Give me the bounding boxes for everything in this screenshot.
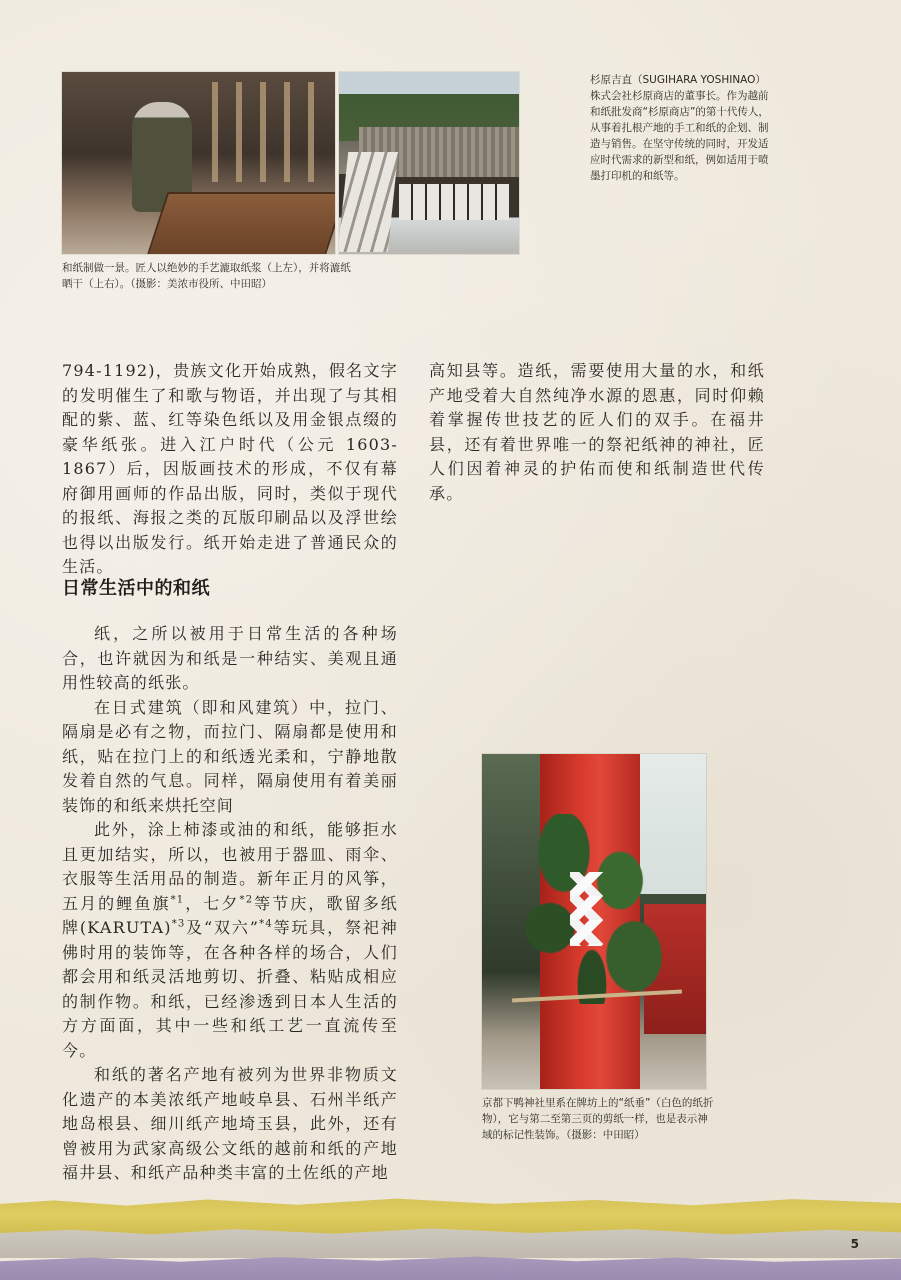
photo-caption-shrine: 京都下鸭神社里系在牌坊上的“纸垂”（白色的纸折物），它与第二至第三页的剪纸一样，也是表示神域的标记性装饰。（摄影：中田昭） — [482, 1097, 714, 1141]
thatched-house-photo — [339, 72, 519, 254]
paragraph-1: 纸，之所以被用于日常生活的各种场合，也许就因为和纸是一种结实、美观且通用性较高的纸张。 — [62, 624, 398, 692]
photo-caption-top: 和纸制做一景。匠人以绝妙的手艺漉取纸浆（上左），并将漉纸晒干（上右）。（摄影：美浓市役所、中田昭） — [62, 262, 351, 290]
drying-rack — [212, 82, 332, 182]
footnote-ref-3: *3 — [171, 918, 186, 930]
section-title: 日常生活中的和纸 — [62, 578, 210, 599]
para3-text-d: 及“双六” — [185, 918, 260, 937]
page-number: 5 — [850, 1237, 859, 1251]
author-name: 杉原吉直（SUGIHARA YOSHINAO） — [590, 74, 766, 86]
paragraph-3 — [62, 818, 398, 1063]
body-text-right-top: 高知县等。造纸，需要使用大量的水，和纸产地受着大自然纯净水源的恩惠，同时仰赖着掌握传世技艺的匠人们的双手。在福井县，还有着世界唯一的祭祀纸神的神社，匠人们因着神灵的护佑而使和纸制造世代传承。 — [429, 361, 765, 503]
para3-text-a: 此外，涂上柿漆或油的和纸，能够拒水且更加结实，所以，也被用于器皿、雨伞、衣服等生活用品的制造。新年正月的风筝，五月的鲤鱼旗 — [62, 820, 398, 913]
body-text-left-bottom — [62, 622, 398, 1186]
paragraph-4: 和纸的著名产地有被列为世界非物质文化遗产的本美浓纸产地岐阜县、石州半纸产地岛根县、细川纸产地埼玉县，此外，还有曾被用为武家高级公文纸的越前和纸的产地福井县、和纸产品种类丰富的土佐纸的产地 — [62, 1065, 398, 1182]
drying-boards — [339, 152, 398, 252]
footnote-ref-1: *1 — [170, 894, 185, 906]
papermaking-craftsman-photo — [62, 72, 335, 254]
author-bio — [590, 72, 770, 184]
shide-paper-icon — [570, 872, 610, 946]
para3-text-b: ，七夕 — [184, 893, 240, 913]
paragraph-2: 在日式建筑（即和风建筑）中，拉门、隔扇是必有之物，而拉门、隔扇都是使用和纸，贴在拉门上的和纸透光柔和，宁静地散发着自然的气息。同样，隔扇使用有着美丽装饰的和纸来烘托空间 — [62, 697, 398, 815]
para3-text-c: 等节庆，歌留多纸牌(KARUTA) — [62, 893, 398, 937]
paper-mould-frame — [147, 192, 335, 254]
body-text-left-top: 794-1192)，贵族文化开始成熟，假名文字的发明催生了和歌与物语，并出现了与其相配的紫、蓝、红等染色纸以及用金银点缀的豪华纸张。进入江户时代（公元 1603-1867）后，因版画技术的形成，不仅有幕府御用画师的作品出版，同时，类似于现代的报纸、海报之类的瓦版印刷品以及浮世绘也得以出版发行。纸开始走进了普通民众的生活。 — [62, 361, 398, 576]
author-description: 株式会社杉原商店的董事长。作为越前和纸批发商“杉原商店”的第十代传人，从事着扎根产地的手工和纸的企划、制造与销售。在坚守传统的同时，开发适应时代需求的新型和纸，例如适用于喷墨打印机的和纸等。 — [590, 90, 769, 182]
house-wall — [399, 184, 509, 220]
shrine-shide-photo — [482, 754, 706, 1089]
para3-text-e: 等玩具，祭祀神佛时用的装饰等，在各种各样的场合，人们都会用和纸灵活地剪切、折叠、粘贴成相应的制作物。和纸，已经渗透到日本人生活的方方面面，其中一些和纸工艺一直流传至今。 — [62, 918, 398, 1060]
footnote-ref-4: *4 — [259, 918, 273, 930]
footnote-ref-2: *2 — [239, 894, 254, 906]
